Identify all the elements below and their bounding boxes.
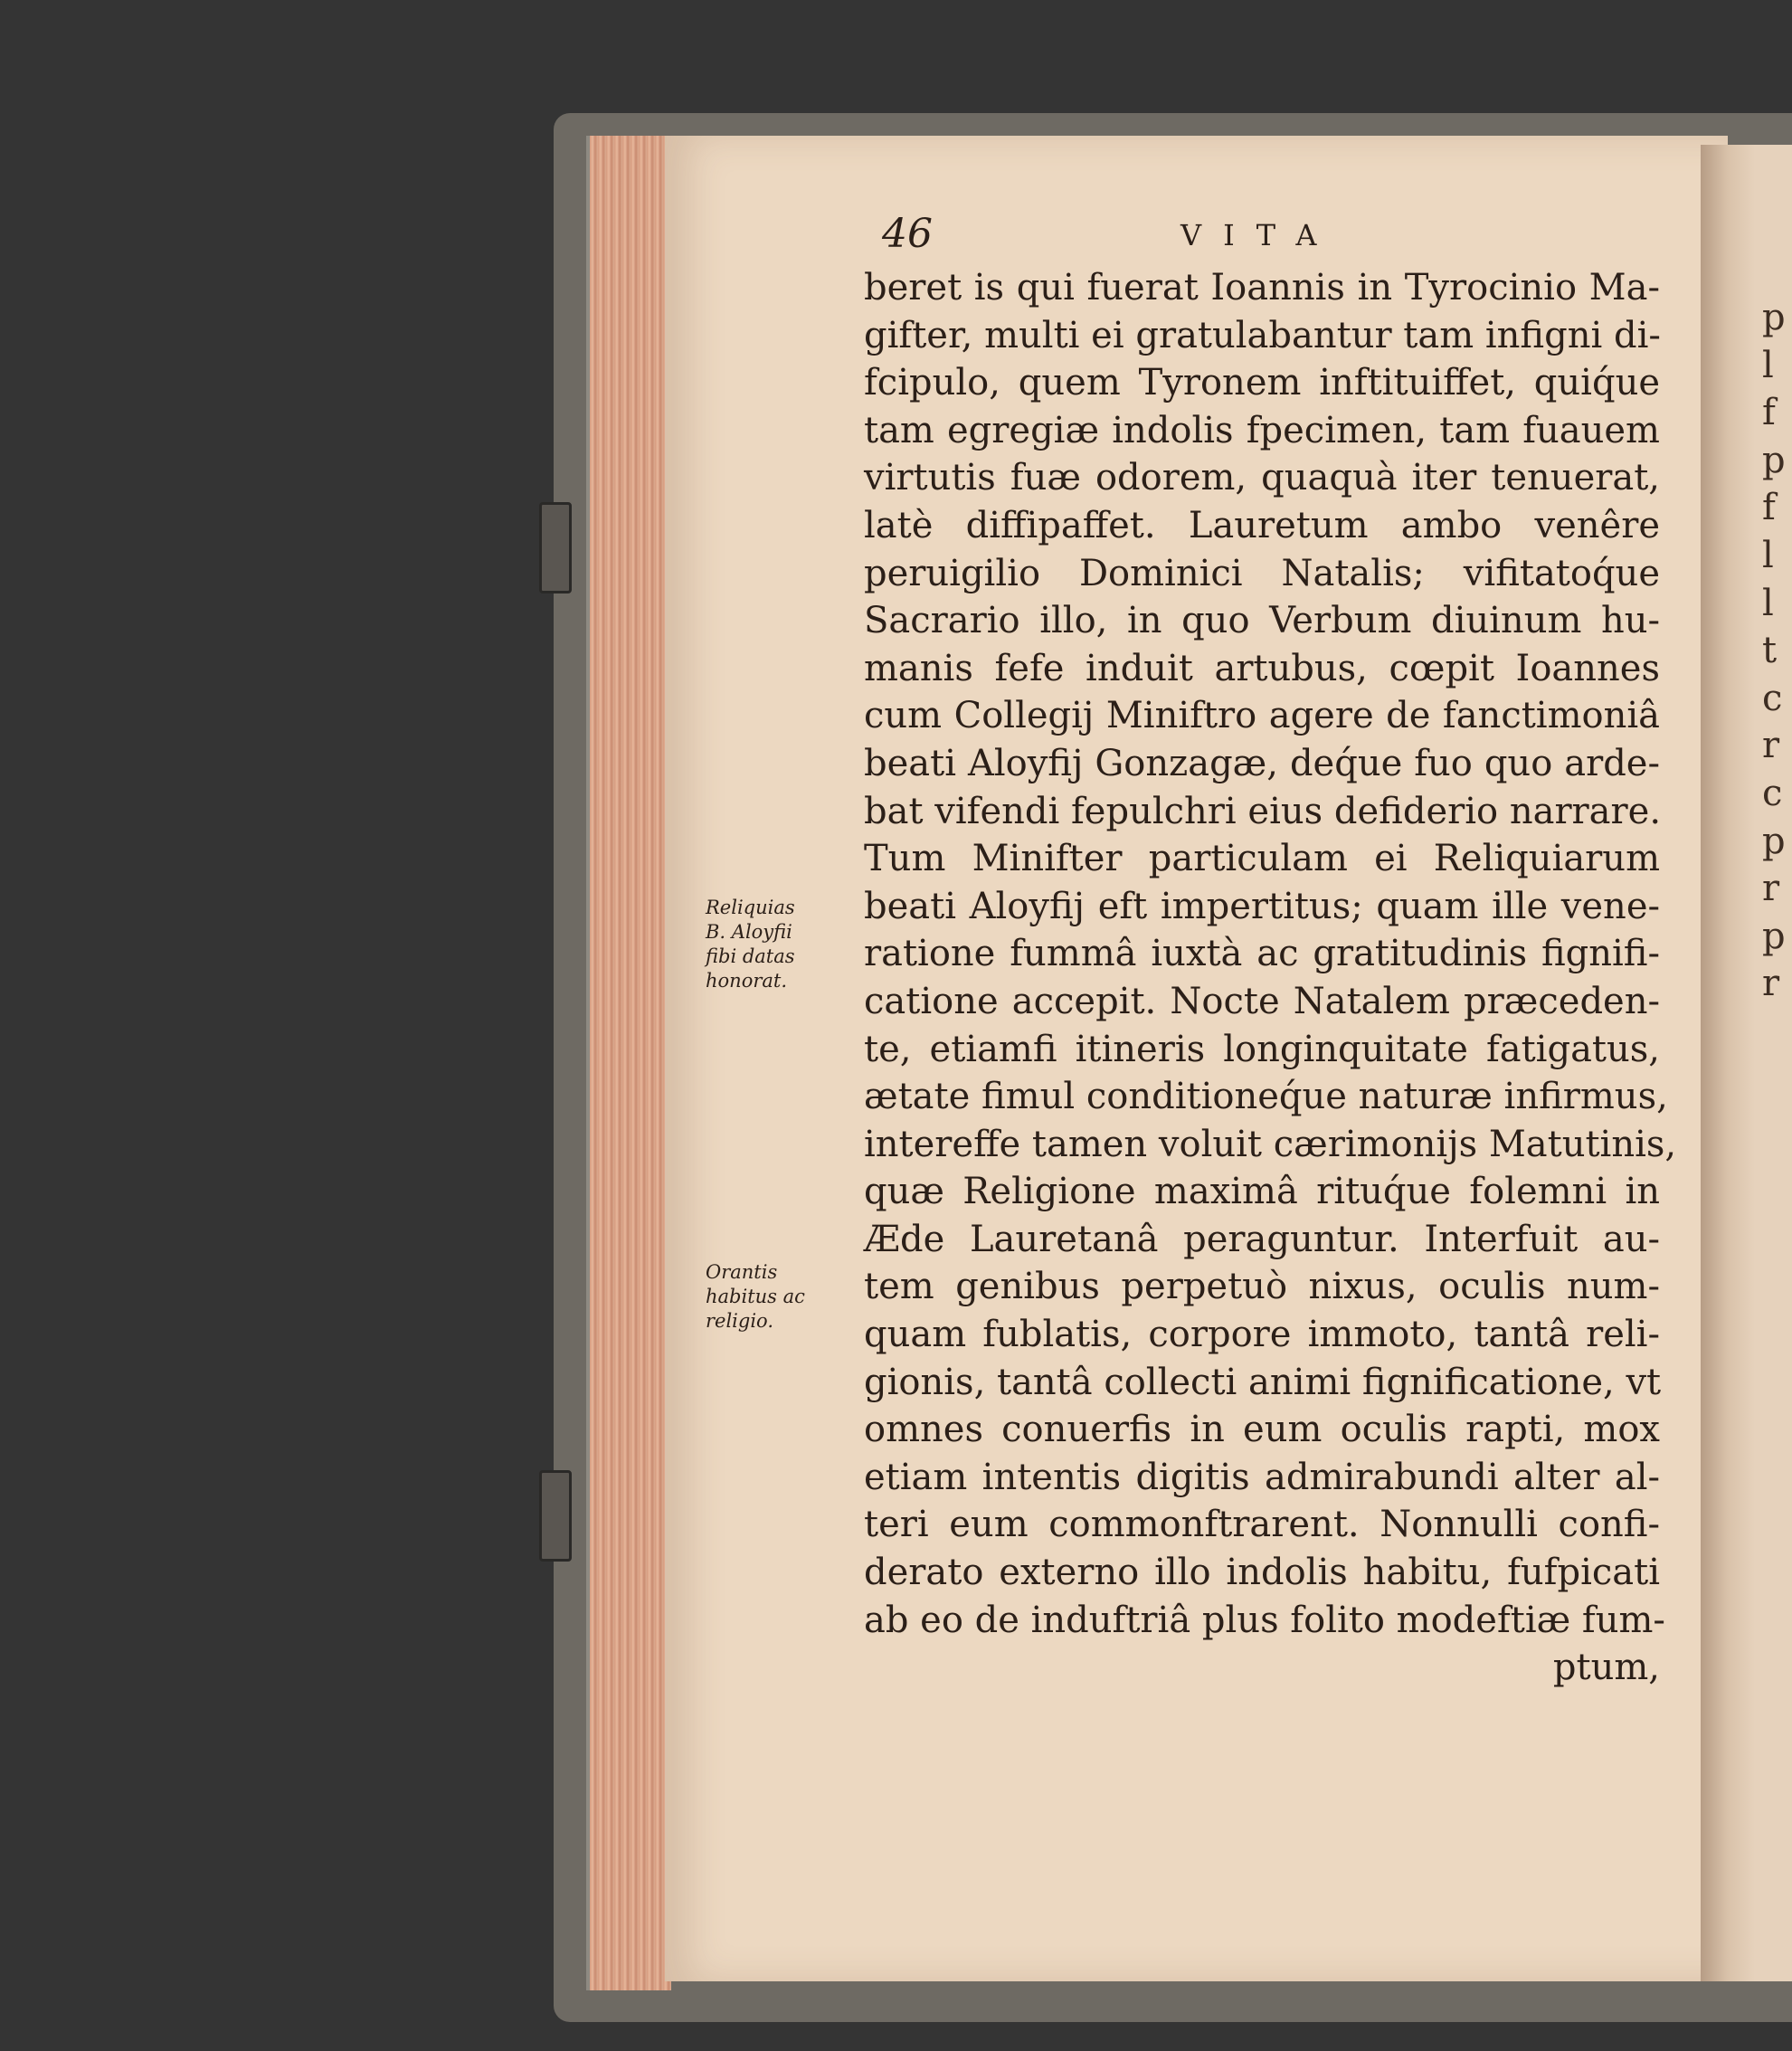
text-line: omnes conuerfis in eum oculis rapti, mox bbox=[864, 1409, 1660, 1451]
margin-note-line: habitus ac bbox=[706, 1286, 805, 1307]
text-line: derato externo illo indolis habitu, fufpicati bbox=[864, 1552, 1660, 1594]
text-line: gionis, tantâ collecti animi fignificatione, vt bbox=[864, 1361, 1662, 1403]
text-line: latè diffipaffet. Lauretum ambo venêre bbox=[864, 504, 1660, 546]
facing-page-letter: r bbox=[1762, 963, 1780, 1005]
text-line: Æde Lauretanâ peraguntur. Interfuit au- bbox=[864, 1218, 1660, 1260]
facing-page-letter: t bbox=[1762, 630, 1778, 672]
facing-page-letter: f bbox=[1762, 392, 1776, 434]
text-line: tam egregiæ indolis fpecimen, tam fuauem bbox=[864, 409, 1660, 451]
margin-note-line: Reliquias bbox=[706, 897, 795, 918]
text-line: manis fefe induit artubus, cœpit Ioannes bbox=[864, 647, 1660, 689]
facing-page-fragments bbox=[1762, 294, 1792, 1008]
facing-page-letter: p bbox=[1762, 915, 1786, 957]
facing-page-letter: c bbox=[1762, 772, 1783, 814]
page-block-edge bbox=[586, 136, 671, 1990]
running-title: VITA bbox=[1180, 218, 1339, 252]
text-line: beret is qui fuerat Ioannis in Tyrocinio Ma- bbox=[864, 267, 1660, 309]
facing-page-letter: r bbox=[1762, 725, 1780, 767]
text-line: ætate fimul conditioneq́ue naturæ infirmus, bbox=[864, 1076, 1668, 1118]
text-line: peruigilio Dominici Natalis; vifitatoq́ue bbox=[864, 552, 1660, 594]
upper-clasp bbox=[539, 502, 572, 593]
text-line: ab eo de induftriâ plus folito modeftiæ fum- bbox=[864, 1599, 1665, 1641]
text-line: teri eum commonftrarent. Nonnulli confi- bbox=[864, 1504, 1660, 1546]
text-line: Tum Minifter particulam ei Reliquiarum bbox=[864, 838, 1660, 880]
margin-note-line: B. Aloyfii bbox=[706, 921, 792, 943]
text-line: intereffe tamen voluit cærimonijs Matutinis, bbox=[864, 1123, 1677, 1165]
facing-page-letter: p bbox=[1762, 820, 1786, 862]
text-line: beati Aloyfij Gonzagæ, deq́ue fuo quo arde- bbox=[864, 742, 1660, 784]
margin-note-reliquias bbox=[706, 896, 841, 993]
facing-page-letter: r bbox=[1762, 868, 1780, 910]
text-line: catione accepit. Nocte Natalem præceden- bbox=[864, 980, 1660, 1022]
margin-note-line: honorat. bbox=[706, 970, 788, 992]
margin-note-line: religio. bbox=[706, 1310, 774, 1332]
facing-page-letter: p bbox=[1762, 297, 1786, 338]
facing-page-letter: c bbox=[1762, 677, 1783, 719]
text-line: ptum, bbox=[1552, 1647, 1660, 1689]
body-text bbox=[864, 264, 1677, 1692]
facing-page-letter: f bbox=[1762, 487, 1776, 529]
margin-note-orantis bbox=[706, 1260, 841, 1334]
text-line: cum Collegij Miniftro agere de fanctimoniâ bbox=[864, 695, 1660, 737]
text-line: Sacrario illo, in quo Verbum diuinum hu- bbox=[864, 600, 1660, 642]
facing-page-letter: l bbox=[1762, 582, 1774, 624]
text-line: quæ Religione maximâ rituq́ue folemni in bbox=[864, 1171, 1660, 1213]
text-line: fcipulo, quem Tyronem inftituiffet, quiq́ue bbox=[864, 362, 1660, 404]
text-line: quam fublatis, corpore immoto, tantâ reli- bbox=[864, 1314, 1660, 1356]
text-line: etiam intentis digitis admirabundi alter al- bbox=[864, 1456, 1660, 1498]
text-line: ratione fummâ iuxtà ac gratitudinis fignifi- bbox=[864, 933, 1660, 975]
page-header bbox=[882, 211, 1633, 256]
margin-note-line: Orantis bbox=[706, 1261, 778, 1283]
text-line: beati Aloyfij eft impertitus; quam ille vene- bbox=[864, 885, 1660, 927]
text-line: virtutis fuæ odorem, quaquà iter tenuerat, bbox=[864, 457, 1660, 499]
facing-page-letter: l bbox=[1762, 344, 1774, 386]
margin-note-line: fibi datas bbox=[706, 945, 795, 967]
text-line: bat vifendi fepulchri eius defiderio narrare. bbox=[864, 790, 1662, 832]
text-line: tem genibus perpetuò nixus, oculis num- bbox=[864, 1266, 1660, 1308]
lower-clasp bbox=[539, 1470, 572, 1562]
facing-page-letter: p bbox=[1762, 439, 1786, 481]
text-line: te, etiamfi itineris longinquitate fatigatus, bbox=[864, 1028, 1660, 1070]
facing-page-letter: l bbox=[1762, 534, 1774, 576]
text-line: gifter, multi ei gratulabantur tam infigni di- bbox=[864, 314, 1661, 356]
page-number: 46 bbox=[882, 211, 933, 257]
